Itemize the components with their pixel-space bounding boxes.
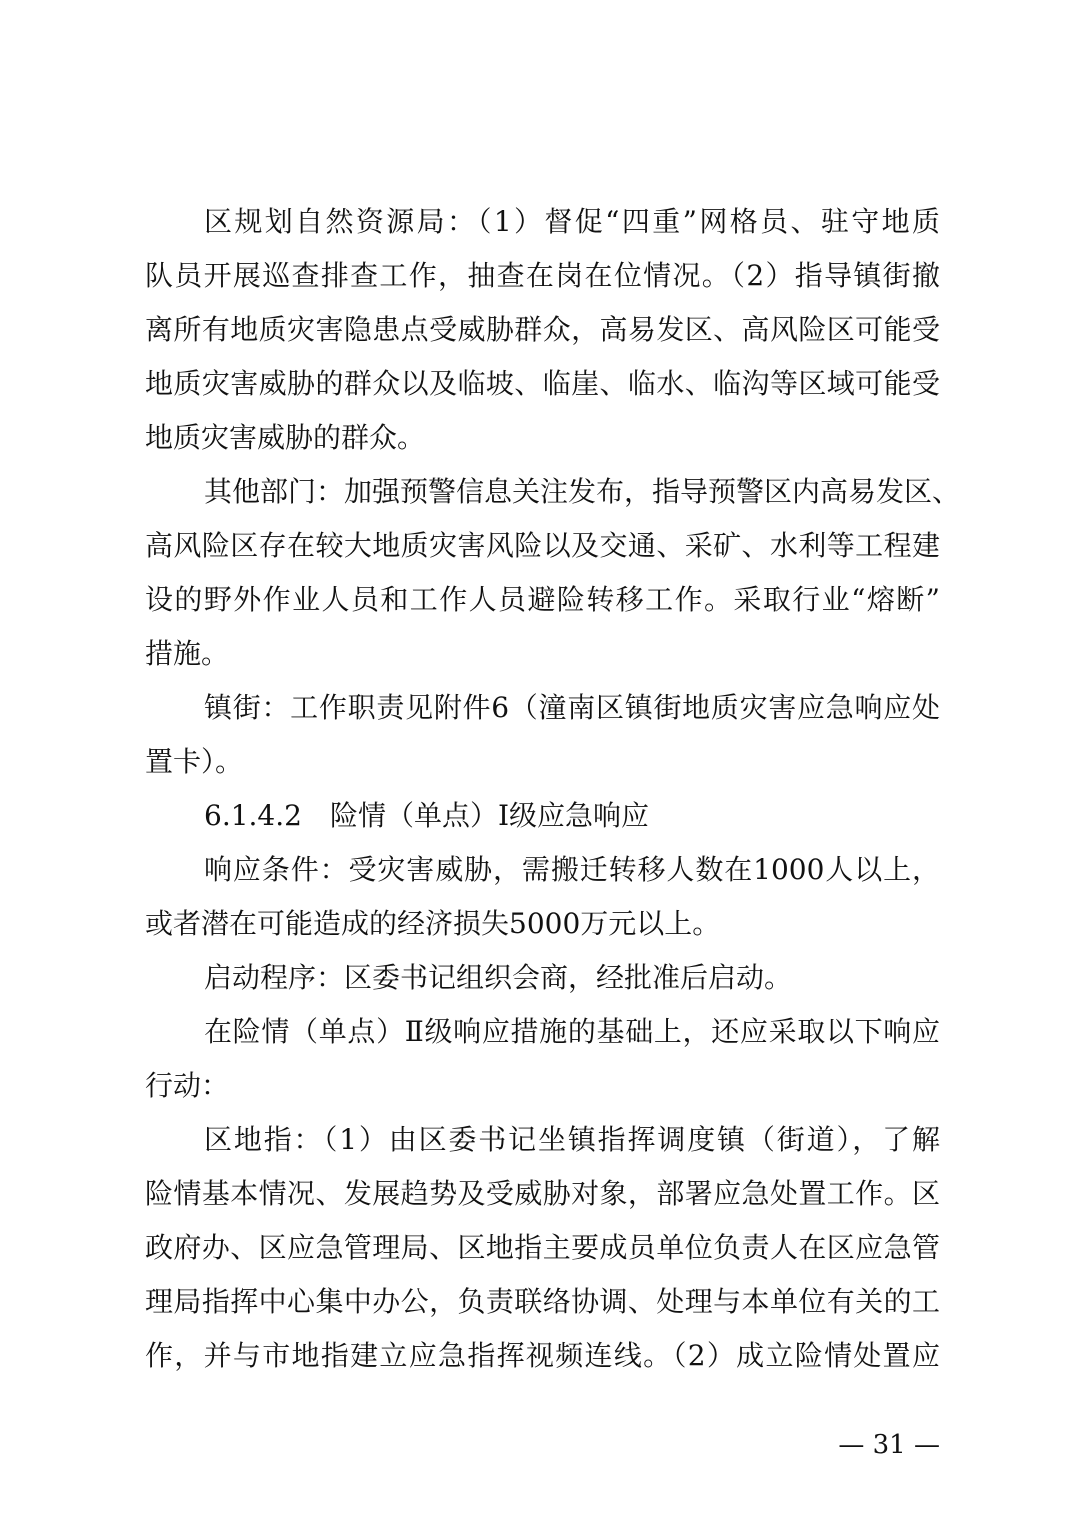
- page-number: — 31 —: [838, 1430, 940, 1460]
- text-line-15: 启动程序：区委书记组织会商，经批准后启动。: [204, 961, 793, 994]
- text-line-4: 地质灾害威胁的群众以及临坡、临崖、临水、临沟等区域可能受: [145, 367, 940, 400]
- text-line-10: 镇街：工作职责见附件6（潼南区镇街地质灾害应急响应处: [204, 691, 940, 724]
- text-line-5: 地质灾害威胁的群众。: [145, 421, 426, 454]
- text-line-8: 设的野外作业人员和工作人员避险转移工作。采取行业“熔断”: [145, 583, 940, 616]
- text-line-9: 措施。: [145, 637, 230, 670]
- text-line-1: 区规划自然资源局：（1）督促“四重”网格员、驻守地质: [204, 205, 940, 238]
- section-heading: 6.1.4.2 险情（单点）Ⅰ级应急响应: [204, 799, 650, 832]
- text-line-19: 险情基本情况、发展趋势及受威胁对象，部署应急处置工作。区: [145, 1177, 940, 1210]
- text-line-14: 或者潜在可能造成的经济损失5000万元以上。: [145, 907, 721, 940]
- text-line-7: 高风险区存在较大地质灾害风险以及交通、采矿、水利等工程建: [145, 529, 940, 562]
- text-line-13: 响应条件：受灾害威胁，需搬迁转移人数在1000人以上，: [204, 853, 940, 886]
- text-line-17: 行动：: [145, 1069, 230, 1102]
- text-line-20: 政府办、区应急管理局、区地指主要成员单位负责人在区应急管: [145, 1231, 940, 1264]
- text-line-11: 置卡）。: [145, 745, 244, 778]
- text-line-6: 其他部门：加强预警信息关注发布，指导预警区内高易发区、: [204, 475, 961, 508]
- text-line-18: 区地指：（1）由区委书记坐镇指挥调度镇（街道），了解: [204, 1123, 940, 1156]
- text-line-22: 作，并与市地指建立应急指挥视频连线。（2）成立险情处置应: [145, 1339, 940, 1372]
- text-line-3: 离所有地质灾害隐患点受威胁群众，高易发区、高风险区可能受: [145, 313, 940, 346]
- text-line-16: 在险情（单点）Ⅱ级响应措施的基础上，还应采取以下响应: [204, 1015, 940, 1048]
- text-line-2: 队员开展巡查排查工作，抽查在岗在位情况。（2）指导镇街撤: [145, 259, 940, 292]
- text-line-21: 理局指挥中心集中办公，负责联络协调、处理与本单位有关的工: [145, 1285, 940, 1318]
